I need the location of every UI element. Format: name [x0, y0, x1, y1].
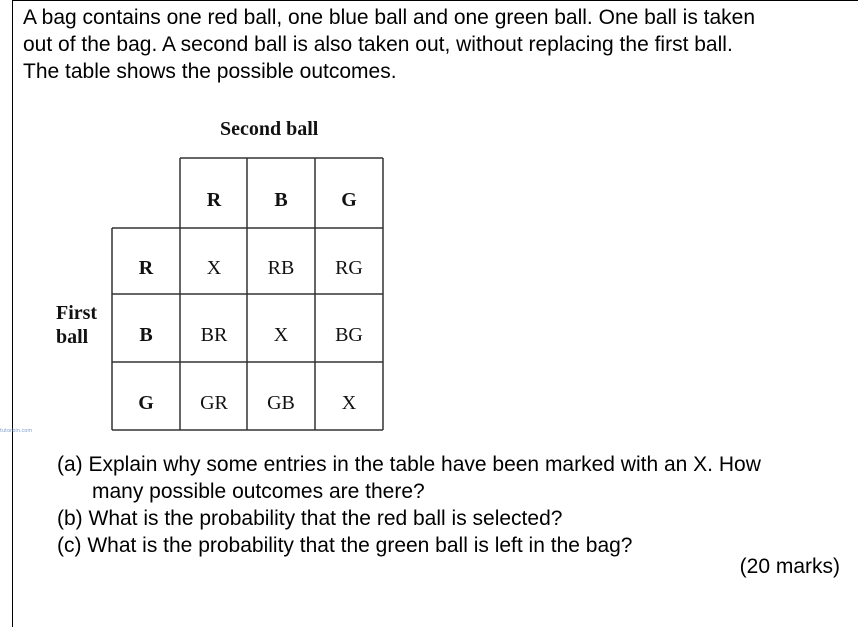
table-cell: RG: [335, 256, 363, 279]
row-title-line-1: First: [56, 302, 98, 324]
column-title: Second ball: [220, 118, 319, 140]
column-header-r: R: [206, 188, 222, 211]
watermark: tutorbin.com: [0, 428, 33, 434]
row-header-r: R: [138, 256, 154, 279]
table-cell: GB: [267, 391, 295, 414]
table-cell: X: [341, 391, 357, 414]
column-header-b: B: [274, 188, 288, 211]
table-cell: BG: [335, 323, 363, 346]
table-cell: RB: [267, 256, 295, 279]
table-cell: BR: [200, 323, 228, 346]
column-header-g: G: [341, 188, 357, 211]
question-b: (b) What is the probability that the red ball is selected?: [57, 507, 563, 530]
row-title-line-2: ball: [56, 326, 89, 348]
row-header-g: G: [138, 391, 154, 414]
question-parts: [57, 451, 761, 559]
question-a-line-1: (a) Explain why some entries in the table have been marked with an X. How: [57, 453, 761, 476]
question-a-line-2: many possible outcomes are there?: [92, 480, 425, 503]
row-header-b: B: [139, 323, 153, 346]
intro-line-2: out of the bag. A second ball is also taken out, without replacing the first ball.: [23, 33, 733, 56]
marks-label: (20 marks): [739, 555, 840, 578]
intro-line-3: The table shows the possible outcomes.: [23, 60, 397, 83]
intro-line-1: A bag contains one red ball, one blue ball and one green ball. One ball is taken: [23, 6, 756, 29]
table-cell: GR: [200, 391, 228, 414]
table-cell: X: [273, 323, 289, 346]
question-c: (c) What is the probability that the green ball is left in the bag?: [57, 534, 633, 557]
table-cell: X: [206, 256, 222, 279]
